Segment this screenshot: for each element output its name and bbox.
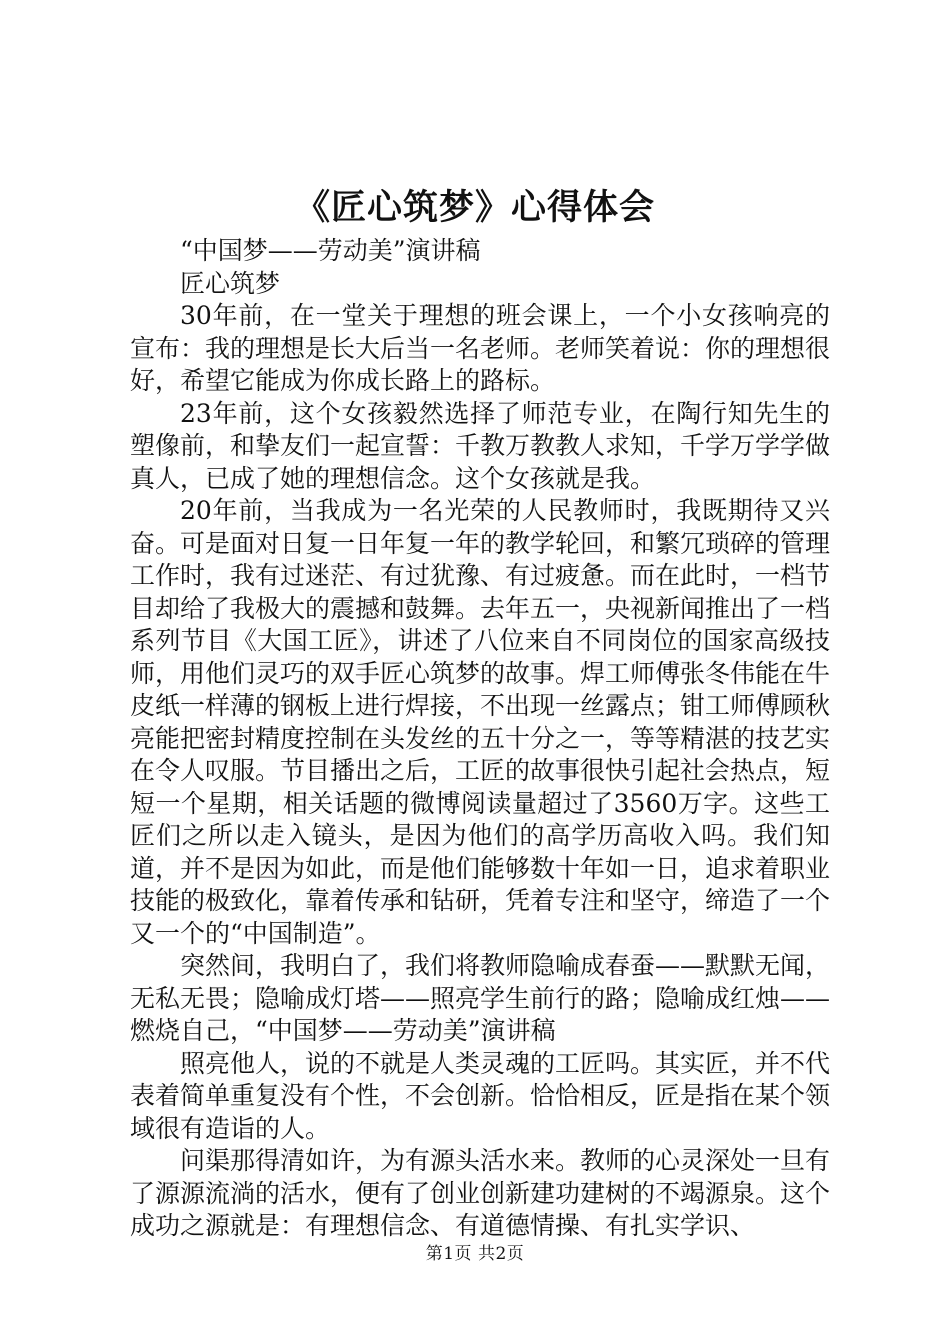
paragraph: 问渠那得清如许，为有源头活水来。教师的心灵深处一旦有了源源流淌的活水，便有了创业创新建功建树的不竭源泉。这个成功之源就是：有理想信念、有道德情操、有扎实学识、: [130, 1146, 831, 1240]
paragraph: 突然间，我明白了，我们将教师隐喻成春蚕——默默无闻，无私无畏；隐喻成灯塔——照亮学生前行的路；隐喻成红烛——燃烧自己，“中国梦——劳动美”演讲稿: [130, 951, 831, 1045]
paragraph: 20年前，当我成为一名光荣的人民教师时，我既期待又兴奋。可是面对日复一日年复一年的教学轮回，和繁冗琐碎的管理工作时，我有过迷茫、有过犹豫、有过疲惫。而在此时，一档节目却给了我极大的震撼和鼓舞。去年五一，央视新闻推出了一档系列节目《大国工匠》，讲述了八位来自不同岗位的国家高级技师，用他们灵巧的双手匠心筑梦的故事。焊工师傅张冬伟能在牛皮纸一样薄的钢板上进行焊接，不出现一丝露点；钳工师傅顾秋亮能把密封精度控制在头发丝的五十分之一，等等精湛的技艺实在令人叹服。节目播出之后，工匠的故事很快引起社会热点，短短一个星期，相关话题的微博阅读量超过了3560万字。这些工匠们之所以走入镜头，是因为他们的高学历高收入吗。我们知道，并不是因为如此，而是他们能够数十年如一日，追求着职业技能的极致化，靠着传承和钻研，凭着专注和坚守，缔造了一个又一个的“中国制造”。: [130, 496, 831, 948]
paragraph: 匠心筑梦: [180, 268, 281, 298]
document-body: [130, 235, 830, 1243]
paragraph: 照亮他人，说的不就是人类灵魂的工匠吗。其实匠，并不代表着简单重复没有个性，不会创新。恰恰相反，匠是指在某个领域很有造诣的人。: [130, 1048, 831, 1143]
paragraph: 23年前，这个女孩毅然选择了师范专业，在陶行知先生的塑像前，和挚友们一起宣誓：千教万教教人求知，千学万学学做真人，已成了她的理想信念。这个女孩就是我。: [130, 398, 831, 493]
document-title: 《匠心筑梦》心得体会: [294, 187, 655, 228]
page-number-footer: 第1页 共2页: [425, 1244, 525, 1264]
paragraph: “中国梦——劳动美”演讲稿: [180, 236, 481, 265]
paragraph: 30年前，在一堂关于理想的班会课上，一个小女孩响亮的宣布：我的理想是长大后当一名老师。老师笑着说：你的理想很好，希望它能成为你成长路上的路标。: [130, 301, 831, 395]
